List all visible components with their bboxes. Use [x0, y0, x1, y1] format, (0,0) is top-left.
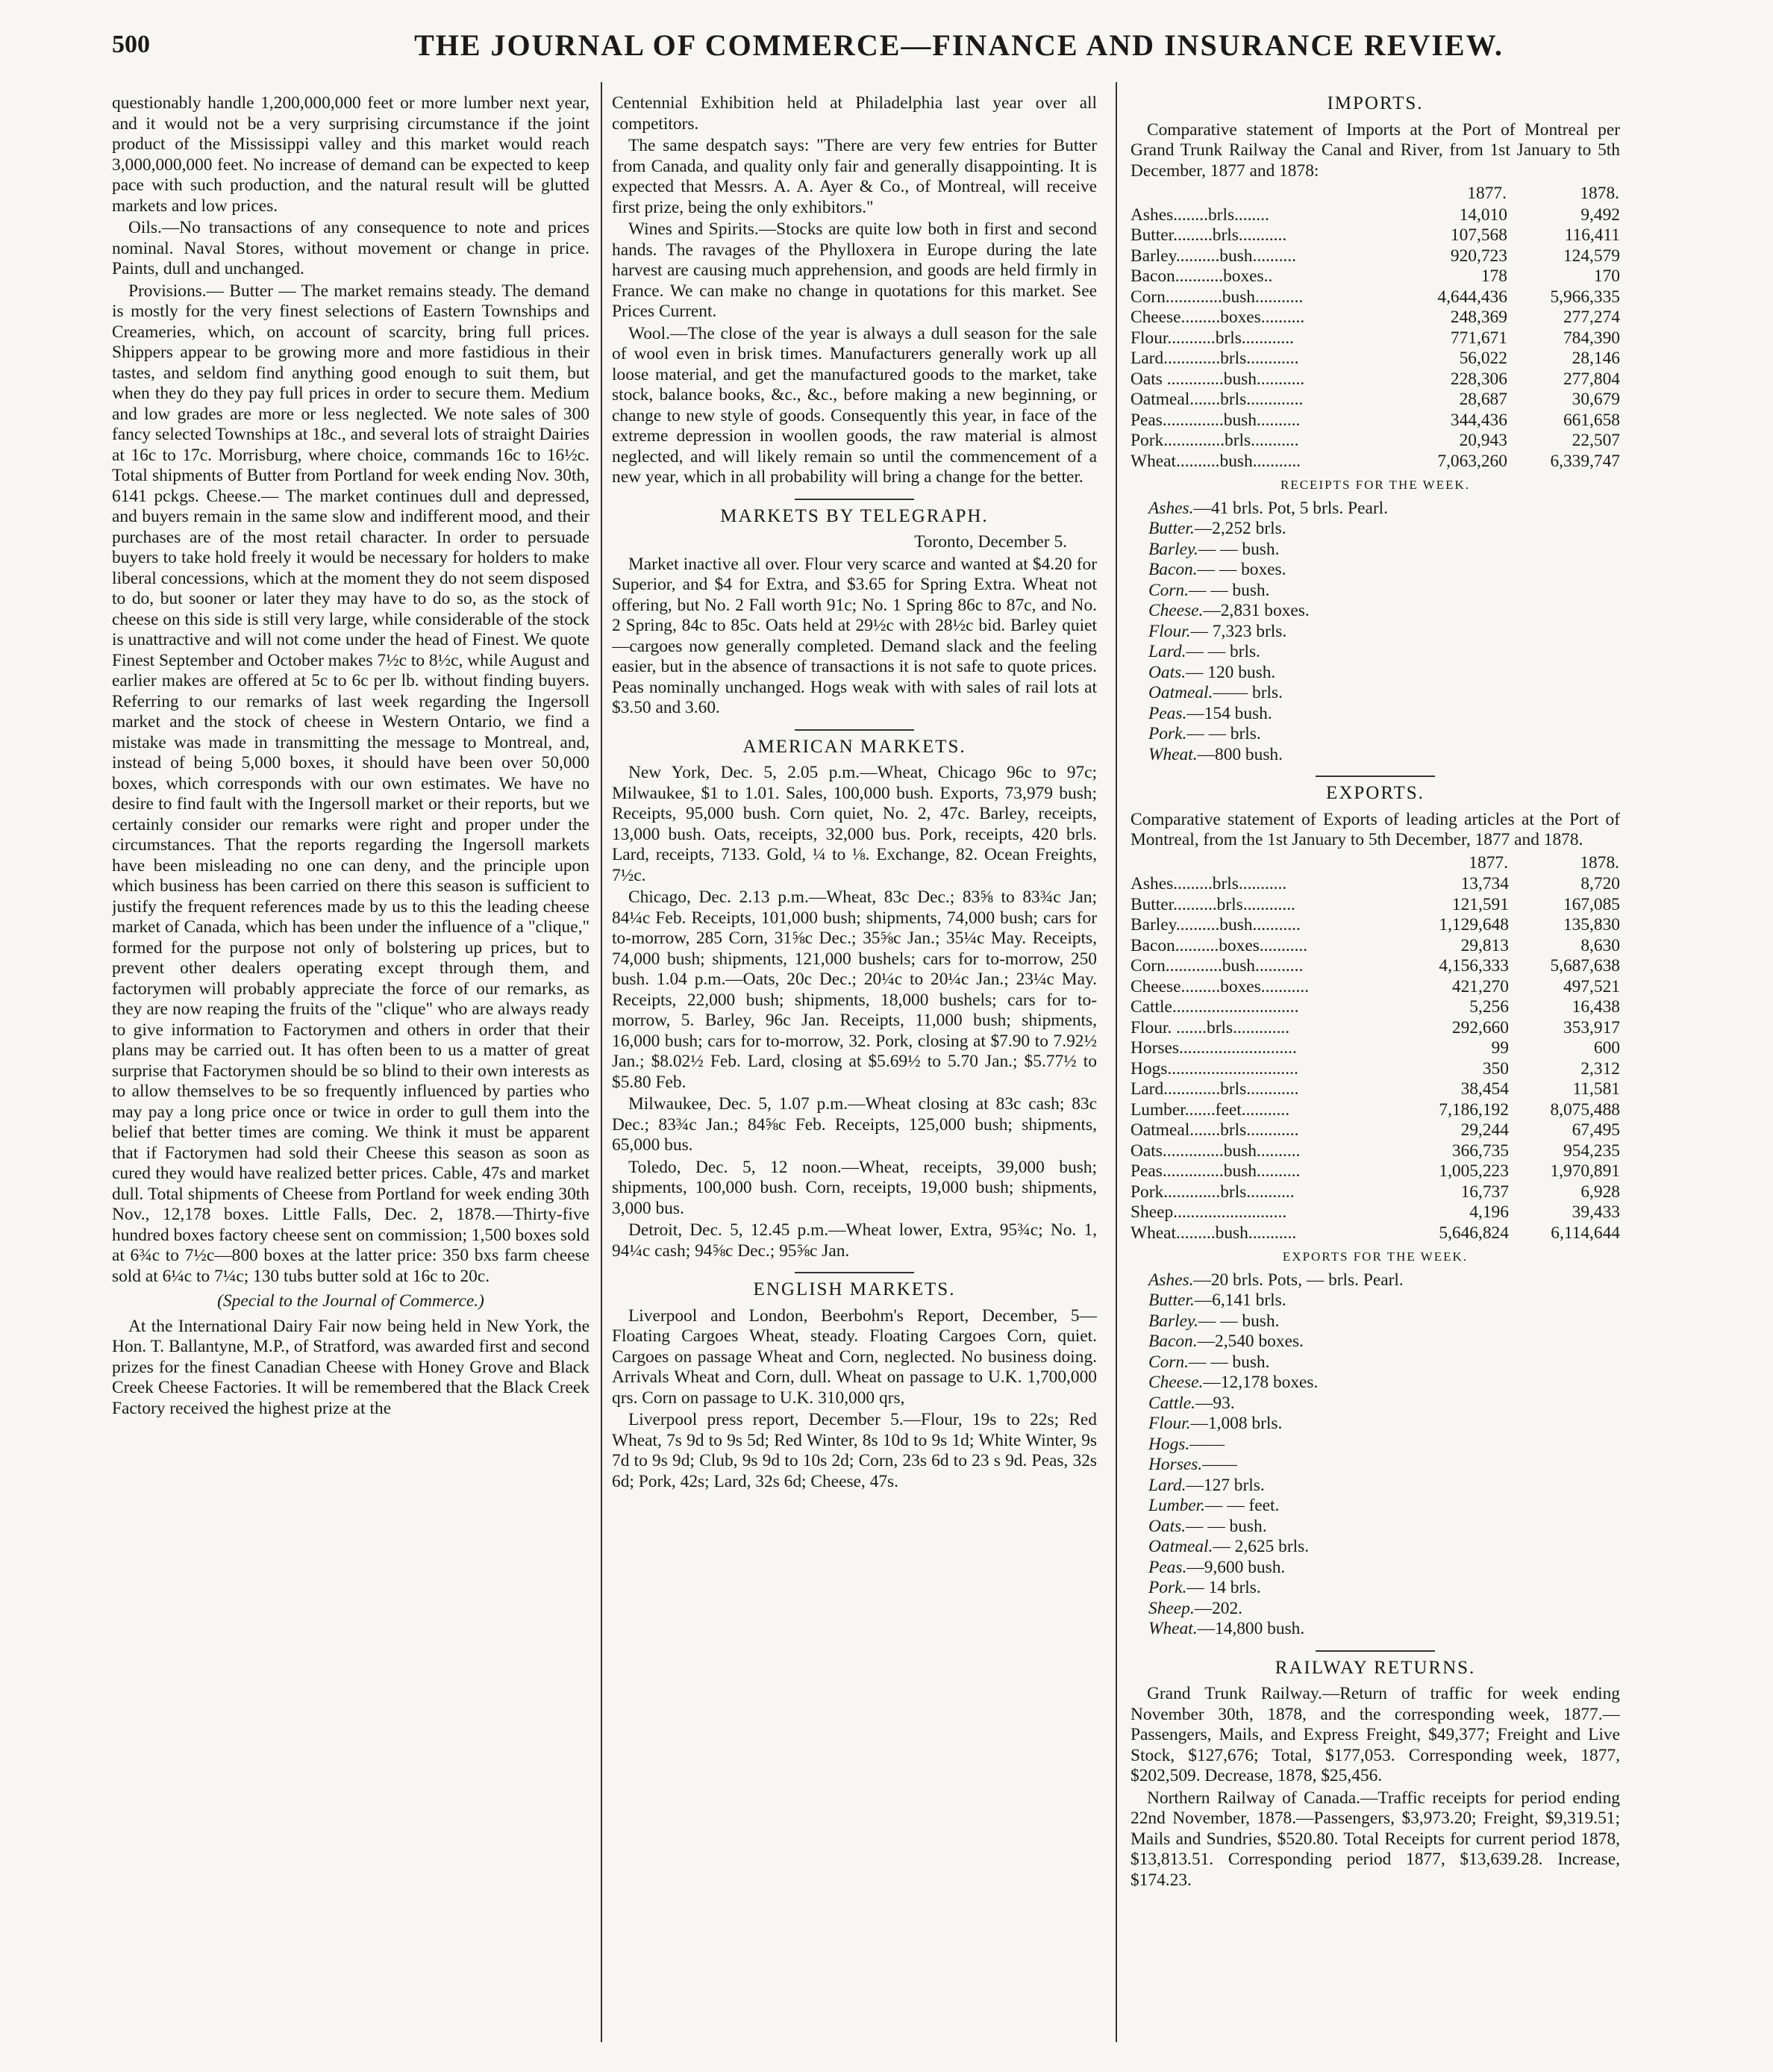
exports-year-1877: 1877.: [1469, 852, 1508, 873]
week-entry: [1131, 519, 1620, 540]
detroit-paragraph: Detroit, Dec. 5, 12.45 p.m.—Wheat lower, Extra, 95¾c; No. 1, 94¼c cash; 94⅝c Dec.; 95⅝c Jan.: [612, 1220, 1097, 1261]
table-row: [1131, 1182, 1620, 1203]
value-1877-cell: 366,735: [1451, 1140, 1509, 1161]
value-1878-cell: 353,917: [1563, 1017, 1620, 1037]
week-entry: [1131, 1311, 1620, 1332]
table-row: [1131, 205, 1620, 226]
week-entry-text: — 7,323 brls.: [1190, 621, 1287, 641]
grand-trunk-paragraph: Grand Trunk Railway.—Return of traffic for week ending November 30th, 1878, and the corresponding week, 1877.—Passengers, Mails, and Express Freight, $49,377; Freight and Live Stock, $127,676; Total, $177,053. Corresponding week, 1877, $202,509. Decrease, 1878, $25,456.: [1131, 1684, 1620, 1785]
table-row: [1131, 936, 1620, 957]
value-1877-cell: 344,436: [1450, 410, 1507, 430]
value-1877-cell: 121,591: [1451, 894, 1509, 914]
table-row: [1131, 1161, 1620, 1182]
section-divider: [1316, 1650, 1435, 1652]
value-1877-cell: 20,943: [1459, 431, 1507, 450]
week-entry-label: Bacon.: [1148, 560, 1198, 579]
column-1: [112, 93, 590, 2042]
week-entry-label: Lard.: [1148, 1475, 1186, 1495]
week-entry-text: —2,831 boxes.: [1203, 601, 1310, 620]
commodity-cell: Barley..........bush...........: [1131, 915, 1301, 934]
table-row: [1131, 1223, 1620, 1244]
imports-heading: IMPORTS.: [1327, 93, 1424, 113]
week-entry-text: — — feet.: [1205, 1496, 1280, 1515]
value-1878-cell: 497,521: [1563, 976, 1620, 996]
commodity-cell: Cheese.........boxes..........: [1131, 308, 1305, 327]
week-entry-text: — — bush.: [1188, 580, 1270, 600]
section-divider: [1316, 776, 1435, 777]
imports-year-row: [1131, 183, 1620, 205]
week-entry: [1131, 704, 1620, 725]
week-entry-label: Sheep.: [1148, 1598, 1195, 1618]
exports-year-row: [1131, 852, 1620, 875]
value-1878-cell: 22,507: [1572, 431, 1620, 450]
commodity-cell: Barley..........bush..........: [1131, 246, 1296, 266]
week-entry-label: Cheese.: [1148, 601, 1204, 620]
commodity-cell: Flour...........brls............: [1131, 328, 1294, 348]
commodity-cell: Butter.........brls...........: [1131, 225, 1287, 245]
value-1878-cell: 5,966,335: [1550, 287, 1620, 307]
commodity-cell: Bacon...........boxes..: [1131, 266, 1273, 286]
wines-paragraph: Wines and Spirits.—Stocks are quite low both in first and second hands. The ravages of the Phylloxera in Europe during the late harvest are causing much apprehension, and goods are held firmly in France. We can make no change in quotations for this market. See Prices Current.: [612, 219, 1097, 321]
table-row: [1131, 411, 1620, 431]
value-1878-cell: 277,804: [1563, 369, 1620, 389]
table-row: [1131, 956, 1620, 977]
value-1878-cell: 135,830: [1563, 915, 1620, 934]
week-entry: [1131, 1619, 1620, 1640]
week-entry-text: — — bush.: [1198, 539, 1280, 559]
table-row: [1131, 1120, 1620, 1141]
commodity-cell: Oatmeal.......brls............: [1131, 1120, 1299, 1140]
week-entry-text: —— brls.: [1213, 683, 1283, 702]
week-entry-label: Butter.: [1148, 519, 1195, 538]
commodity-cell: Bacon..........boxes...........: [1131, 935, 1308, 955]
lumber-paragraph: questionably handle 1,200,000,000 feet or more lumber next year, and it would not be a very surprising circumstance if the joint product of the Mississippi valley and this market would reach 3,000,000,000 feet. No increase of demand can be expected to keep pace with such production, and the natural result will be glutted markets and low prices.: [112, 93, 590, 216]
week-entry-label: Butter.: [1148, 1291, 1195, 1310]
value-1878-cell: 28,146: [1572, 349, 1620, 368]
commodity-cell: Oats .............bush...........: [1131, 369, 1305, 389]
week-entry-label: Corn.: [1148, 1352, 1189, 1372]
value-1877-cell: 107,568: [1450, 225, 1507, 245]
week-entry-text: —800 bush.: [1197, 744, 1283, 764]
value-1878-cell: 2,312: [1580, 1058, 1620, 1079]
table-row: [1131, 895, 1620, 916]
week-entry-text: — — bush.: [1198, 1311, 1280, 1331]
week-entry: [1131, 581, 1620, 602]
week-entry-label: Ashes.: [1148, 498, 1194, 518]
value-1877-cell: 14,010: [1459, 205, 1507, 225]
table-row: [1131, 1100, 1620, 1121]
section-divider: [795, 729, 914, 731]
imports-intro: Comparative statement of Imports at the Port of Montreal per Grand Trunk Railway the Canal and River, from 1st January to 5th December, 1877 and 1878:: [1131, 119, 1620, 181]
week-entry-label: Lumber.: [1148, 1496, 1206, 1515]
value-1878-cell: 8,075,488: [1550, 1099, 1620, 1120]
week-entry: [1131, 499, 1620, 519]
commodity-cell: Cattle.............................: [1131, 997, 1299, 1017]
telegraph-dateline: Toronto, December 5.: [914, 532, 1067, 552]
value-1877-cell: 56,022: [1459, 349, 1507, 368]
week-entry-text: — — bush.: [1188, 1352, 1270, 1372]
chicago-paragraph: Chicago, Dec. 2.13 p.m.—Wheat, 83c Dec.; 83⅝ to 83¾c Jan; 84¼c Feb. Receipts, 101,000 bush; shipments, 74,000 bush; cars for to-morrow, 285 Corn, 31⅝c Dec.; 35⅝c Jan.; 35¼c May. Receipts, 74,000 bush; shipments, 121,000 bushels; cars for to-morrow, 250 bush. 1.04 p.m.—Oats, 20c Dec.; 20¼c to 20¼c Jan.; 23¼c May. Receipts, 22,000 bush; shipments, 18,000 bushels; cars for to-morrow, 5. Barley, 96c Jan. Receipts, 11,000 bush; shipments, 16,000 bush; cars for to-morrow, 32. Pork, closing at $7.90 to 7.92½ Jan.; $8.02½ Feb. Lard, closing at $5.69½ to 5.70 Jan.; $5.77½ to $5.80 Feb.: [612, 887, 1097, 1092]
week-entry-label: Corn.: [1148, 580, 1189, 600]
week-entry-text: ——: [1202, 1455, 1237, 1474]
week-entry-label: Bacon.: [1148, 1332, 1198, 1351]
value-1878-cell: 784,390: [1563, 328, 1620, 348]
value-1877-cell: 13,734: [1460, 874, 1509, 893]
table-row: [1131, 1018, 1620, 1039]
value-1877-cell: 5,646,824: [1439, 1223, 1509, 1243]
week-entry-label: Hogs.: [1148, 1434, 1190, 1454]
commodity-cell: Wheat.........bush...........: [1131, 1223, 1297, 1243]
value-1878-cell: 6,114,644: [1551, 1223, 1620, 1243]
provisions-paragraph: Provisions.— Butter — The market remains steady. The demand is mostly for the very finest selections of Eastern Townships and Creameries, which, on account of scarcity, bring full prices. Shippers appear to be growing more and more fastidious in their tastes, and seldom find anything good enough to suit them, but when they do they pay full prices in order to secure them. Medium and low grades are more or less neglected. We note sales of 300 fancy selected Townships at 18c., and several lots of straight Dairies at 16c to 17c. Morrisburg, where choice, commands 16c to 16½c. Total shipments of Butter from Portland for week ending Nov. 30th, 6141 pckgs. Cheese.— The market continues dull and depressed, and buyers remain in the same slow and indifferent mood, and their purchases are of the most retail character. In order to persuade buyers to take hold freely it would be necessary for holders to make liberal concessions, which at the moment they do not seem disposed to do, but sooner or later they may have to do so, as the stock of cheese on this side is still very large, while considerable of the stock is unattractive and will not come under the head of Finest. We quote Finest September and October makes 7½c to 8½c, while August and earlier makes are offered at 5c to 6c per lb. without finding buyers. Referring to our remarks of last week regarding the Ingersoll market and the stock of cheese in Western Ontario, we find a mistake was made in transmitting the message to Montreal, and, instead of being 5,000 boxes, it should have been over 50,000 boxes, which corresponds with our own estimates. We have no desire to find fault with the Ingersoll market or their reports, but we certainly consider our remarks were right and proper under the circumstances. That the reports regarding the Ingersoll markets have been misleading no one can deny, and the principle upon which business has been carried on there this season is sufficient to justify the frequent references made by us to this the leading cheese market of Canada, which has been under the influence of a "clique," formed for the purpose not only of bolstering up prices, but to prevent other dealers operating except through them, and factorymen will probably appreciate the force of our remarks, as they are now reaping the fruits of the "clique" who are always ready to give information to Factorymen and others in order that their plans may be carried out. It has often been to us a matter of great surprise that Factorymen should be so blind to their own interests as to allow themselves to be so frequently influenced by parties who may pay a long price once or twice in order to gull them into the belief that better times are coming. We think it must be apparent that if Factorymen had sold their Cheese this season as soon as cured they would have realized better prices. Cable, 47s and market dull. Total shipments of Cheese from Portland for week ending 30th Nov., 12,178 boxes. Little Falls, Dec. 2, 1878.—Thirty-five hundred boxes factory cheese sent on commission; 1,500 boxes sold at 6¾c to 7½c—800 boxes at the latter price: 350 bxs farm cheese sold at 6¼c to 7¼c; 130 tubs butter sold at 16c to 20c.: [112, 281, 590, 1286]
value-1878-cell: 39,433: [1572, 1202, 1620, 1222]
value-1878-cell: 8,720: [1580, 874, 1620, 893]
table-row: [1131, 874, 1620, 895]
imports-week-list: [1131, 499, 1620, 766]
week-entry: [1131, 1537, 1620, 1558]
value-1878-cell: 277,274: [1563, 308, 1620, 327]
week-entry: [1131, 1476, 1620, 1497]
commodity-cell: Lumber.......feet...........: [1131, 1099, 1290, 1120]
week-entry-text: —14,800 bush.: [1197, 1619, 1305, 1638]
week-entry-text: —2,540 boxes.: [1197, 1332, 1304, 1351]
value-1877-cell: 16,737: [1460, 1182, 1509, 1202]
week-entry-text: — 2,625 brls.: [1213, 1537, 1310, 1556]
english-heading: ENGLISH MARKETS.: [753, 1279, 956, 1299]
value-1877-cell: 7,063,260: [1437, 451, 1507, 471]
week-entry-label: Pork.: [1148, 1578, 1187, 1597]
week-entry-text: — 14 brls.: [1186, 1578, 1261, 1597]
value-1877-cell: 920,723: [1450, 246, 1507, 266]
value-1877-cell: 29,244: [1460, 1120, 1509, 1140]
table-row: [1131, 225, 1620, 246]
value-1877-cell: 771,671: [1450, 328, 1507, 348]
week-entry: [1131, 1558, 1620, 1579]
week-entry: [1131, 1373, 1620, 1394]
commodity-cell: Cheese.........boxes...........: [1131, 976, 1310, 996]
week-entry: [1131, 560, 1620, 581]
value-1878-cell: 600: [1593, 1038, 1620, 1058]
week-entry: [1131, 1414, 1620, 1435]
week-entry-text: —41 brls. Pot, 5 brls. Pearl.: [1193, 498, 1388, 518]
value-1878-cell: 6,339,747: [1550, 451, 1620, 471]
table-row: [1131, 915, 1620, 936]
value-1878-cell: 124,579: [1563, 246, 1620, 266]
week-entry-label: Oats.: [1148, 662, 1186, 682]
week-entry: [1131, 745, 1620, 766]
week-entry-label: Oatmeal.: [1148, 683, 1213, 702]
imports-week-heading: RECEIPTS FOR THE WEEK.: [1280, 478, 1470, 492]
week-entry-text: —127 brls.: [1186, 1475, 1265, 1495]
american-heading: AMERICAN MARKETS.: [742, 736, 966, 757]
week-entry: [1131, 1270, 1620, 1291]
centennial-paragraph: Centennial Exhibition held at Philadelphia last year over all competitors.: [612, 93, 1097, 134]
value-1878-cell: 661,658: [1563, 410, 1620, 430]
beerbohm-paragraph: Liverpool and London, Beerbohm's Report, December, 5—Floating Cargoes Wheat, steady. Floating Cargoes Corn, quiet. Cargoes on passage Wheat and Corn, neglected. No business doing. Arrivals Wheat and Corn, dull. Wheat on passage to U.K. 1,700,000 qrs. Corn on passage to U.K. 310,000 qrs,: [612, 1305, 1097, 1408]
value-1877-cell: 178: [1480, 266, 1507, 286]
column-rule-2: [1116, 82, 1117, 2042]
week-entry-text: —93.: [1195, 1393, 1235, 1413]
table-row: [1131, 246, 1620, 267]
value-1877-cell: 1,129,648: [1439, 915, 1509, 934]
value-1878-cell: 5,687,638: [1550, 956, 1620, 976]
week-entry: [1131, 601, 1620, 622]
value-1877-cell: 7,186,192: [1439, 1099, 1509, 1120]
week-entry-label: Barley.: [1148, 1311, 1198, 1331]
column-3: [1131, 93, 1620, 2042]
commodity-cell: Ashes........brls........: [1131, 205, 1269, 225]
table-row: [1131, 431, 1620, 452]
toledo-paragraph: Toledo, Dec. 5, 12 noon.—Wheat, receipts, 39,000 bush; shipments, 100,000 bush. Corn, receipts, 19,000 bush; shipments, 3,000 bus.: [612, 1157, 1097, 1218]
week-entry: [1131, 1496, 1620, 1517]
table-row: [1131, 390, 1620, 411]
exports-week-list: [1131, 1270, 1620, 1640]
week-entry-label: Cheese.: [1148, 1373, 1204, 1392]
journal-title: THE JOURNAL OF COMMERCE—FINANCE AND INSURANCE REVIEW.: [414, 28, 1504, 62]
table-row: [1131, 1202, 1620, 1223]
table-row: [1131, 287, 1620, 308]
week-entry-text: — 120 bush.: [1186, 662, 1276, 682]
week-entry-label: Oats.: [1148, 1516, 1186, 1536]
value-1878-cell: 16,438: [1572, 997, 1620, 1017]
exports-table: [1131, 852, 1620, 1244]
page-number: 500: [112, 31, 150, 58]
value-1877-cell: 228,306: [1450, 369, 1507, 389]
week-entry: [1131, 642, 1620, 663]
week-entry-label: Wheat.: [1148, 1619, 1198, 1638]
table-row: [1131, 997, 1620, 1018]
table-row: [1131, 1079, 1620, 1100]
section-divider: [795, 499, 914, 500]
week-entry-label: Lard.: [1148, 642, 1186, 661]
value-1878-cell: 167,085: [1563, 894, 1620, 914]
week-entry-text: — — boxes.: [1197, 560, 1286, 579]
week-entry-label: Barley.: [1148, 539, 1198, 559]
week-entry: [1131, 1394, 1620, 1414]
week-entry: [1131, 1435, 1620, 1455]
commodity-cell: Hogs..............................: [1131, 1058, 1298, 1079]
week-entry: [1131, 683, 1620, 704]
imports-year-1877: 1877.: [1467, 184, 1507, 203]
northern-railway-paragraph: Northern Railway of Canada.—Traffic receipts for period ending 22nd November, 1878.—Passengers, $3,973.20; Freight, $9,319.51; Mails and Sundries, $520.80. Total Receipts for current period 1878, $13,813.51. Corresponding period 1877, $13,639.28. Increase, $174.23.: [1131, 1788, 1620, 1890]
commodity-cell: Ashes.........brls...........: [1131, 874, 1287, 893]
week-entry-text: — — brls.: [1186, 642, 1260, 661]
exports-week-heading: EXPORTS FOR THE WEEK.: [1282, 1249, 1469, 1264]
week-entry: [1131, 724, 1620, 745]
value-1878-cell: 1,970,891: [1550, 1161, 1620, 1181]
week-entry-label: Flour.: [1148, 621, 1191, 641]
week-entry: [1131, 1599, 1620, 1620]
value-1878-cell: 116,411: [1564, 225, 1620, 245]
week-entry-text: —20 brls. Pots, — brls. Pearl.: [1193, 1270, 1404, 1290]
table-row: [1131, 328, 1620, 349]
commodity-cell: Pork.............brls...........: [1131, 1182, 1295, 1202]
week-entry-text: —154 bush.: [1186, 703, 1272, 723]
week-entry-label: Peas.: [1148, 1557, 1187, 1577]
value-1877-cell: 38,454: [1460, 1079, 1509, 1099]
section-divider: [795, 1272, 914, 1273]
imports-table: [1131, 183, 1620, 472]
table-row: [1131, 1059, 1620, 1080]
dairy-fair-paragraph: At the International Dairy Fair now being held in New York, the Hon. T. Ballantyne, M.P., of Stratford, was awarded first and second prizes for the finest Canadian Cheese with Honey Grove and Black Creek Cheese Factories. It will be remembered that the Black Creek Factory received the highest prize at the: [112, 1316, 590, 1418]
special-note: (Special to the Journal of Commerce.): [217, 1291, 484, 1311]
table-row: [1131, 349, 1620, 369]
value-1877-cell: 29,813: [1460, 935, 1509, 955]
value-1877-cell: 99: [1491, 1038, 1509, 1058]
week-entry-text: —6,141 brls.: [1194, 1291, 1286, 1310]
liverpool-paragraph: Liverpool press report, December 5.—Flour, 19s to 22s; Red Wheat, 7s 9d to 9s 5d; Red Winter, 8s 10d to 9s 1d; White Winter, 9s 7d to 9s 9d; Club, 9s 9d to 10s 2d; Corn, 23s 6d to 23 s 9d. Peas, 32s 6d; Pork, 42s; Lard, 32s 6d; Cheese, 47s.: [612, 1410, 1097, 1491]
week-entry: [1131, 1291, 1620, 1311]
table-row: [1131, 977, 1620, 998]
week-entry-label: Peas.: [1148, 703, 1187, 723]
commodity-cell: Corn.............bush...........: [1131, 287, 1304, 307]
oils-paragraph: Oils.—No transactions of any consequence to note and prices nominal. Naval Stores, without movement or change in price. Paints, dull and unchanged.: [112, 218, 590, 278]
new-york-paragraph: New York, Dec. 5, 2.05 p.m.—Wheat, Chicago 96c to 97c; Milwaukee, $1 to 1.01. Sales, 100,000 bush. Exports, 73,979 bush; Receipts, 95,000 bush. Corn quiet, No. 2, 47c. Barley, receipts, 13,000 bush. Oats, receipts, 32,000 bus. Pork, receipts, 420 brls. Lard, receipts, 7133. Gold, ¼ to ⅛. Exchange, 82. Ocean Freights, 7½c.: [612, 763, 1097, 885]
exports-intro: Comparative statement of Exports of leading articles at the Port of Montreal, from the 1st January to 5th December, 1877 and 1878.: [1131, 809, 1620, 849]
week-entry: [1131, 663, 1620, 684]
table-row: [1131, 1141, 1620, 1162]
week-entry-text: —202.: [1194, 1598, 1243, 1618]
week-entry: [1131, 1455, 1620, 1476]
table-row: [1131, 1038, 1620, 1059]
milwaukee-paragraph: Milwaukee, Dec. 5, 1.07 p.m.—Wheat closing at 83c cash; 83c Dec.; 83¾c Jan.; 84⅝c Feb. Receipts, 125,000 bush; shipments, 65,000 bus.: [612, 1094, 1097, 1155]
commodity-cell: Oatmeal.......brls.............: [1131, 390, 1304, 409]
week-entry-text: — — bush.: [1186, 1516, 1267, 1536]
commodity-cell: Peas..............bush..........: [1131, 410, 1301, 430]
week-entry-label: Cattle.: [1148, 1393, 1196, 1413]
value-1877-cell: 350: [1482, 1058, 1509, 1079]
commodity-cell: Sheep..........................: [1131, 1202, 1287, 1222]
telegraph-heading: MARKETS BY TELEGRAPH.: [720, 505, 989, 526]
exports-heading: EXPORTS.: [1326, 783, 1425, 803]
week-entry: [1131, 540, 1620, 561]
commodity-cell: Oats..............bush..........: [1131, 1140, 1301, 1161]
week-entry-text: —12,178 boxes.: [1203, 1373, 1319, 1392]
week-entry-label: Oatmeal.: [1148, 1537, 1213, 1556]
value-1878-cell: 170: [1593, 266, 1620, 286]
week-entry-label: Wheat.: [1148, 744, 1198, 764]
value-1878-cell: 9,492: [1580, 205, 1620, 225]
week-entry: [1131, 622, 1620, 643]
week-entry: [1131, 1352, 1620, 1373]
week-entry: [1131, 1578, 1620, 1599]
page-header: [112, 21, 1716, 69]
week-entry-text: ——: [1189, 1434, 1225, 1454]
imports-year-1878: 1878.: [1580, 184, 1619, 203]
despatch-paragraph: The same despatch says: "There are very few entries for Butter from Canada, and quality only fair and generally disappointing. It is expected that Messrs. A. A. Ayer & Co., of Montreal, will receive first prize, being the only exhibitors.": [612, 136, 1097, 217]
value-1877-cell: 4,644,436: [1437, 287, 1507, 307]
column-rule-1: [601, 82, 602, 2042]
value-1878-cell: 6,928: [1580, 1182, 1620, 1202]
value-1877-cell: 421,270: [1451, 976, 1509, 996]
commodity-cell: Lard.............brls............: [1131, 349, 1299, 368]
commodity-cell: Lard.............brls............: [1131, 1079, 1299, 1099]
column-2: [612, 93, 1097, 2042]
week-entry-label: Ashes.: [1148, 1270, 1194, 1290]
commodity-cell: Corn.............bush...........: [1131, 956, 1304, 976]
exports-year-1878: 1878.: [1580, 852, 1619, 873]
week-entry: [1131, 1332, 1620, 1352]
value-1877-cell: 248,369: [1450, 308, 1507, 327]
table-row: [1131, 308, 1620, 328]
week-entry-text: —1,008 brls.: [1190, 1414, 1283, 1433]
commodity-cell: Wheat..........bush...........: [1131, 451, 1301, 471]
commodity-cell: Flour. .......brls.............: [1131, 1017, 1290, 1037]
value-1877-cell: 1,005,223: [1439, 1161, 1509, 1181]
value-1877-cell: 292,660: [1451, 1017, 1509, 1037]
value-1878-cell: 67,495: [1572, 1120, 1620, 1140]
value-1878-cell: 30,679: [1572, 390, 1620, 409]
value-1877-cell: 5,256: [1469, 997, 1509, 1017]
telegraph-paragraph: Market inactive all over. Flour very scarce and wanted at $4.20 for Superior, and $4 for Extra, and $3.65 for Spring Extra. Wheat not offering, but No. 2 Fall worth 91c; No. 1 Spring 86c to 87c, and No. 2 Spring, 84c to 85c. Oats held at 29½c with 28½c bid. Barley quiet—cargoes now generally completed. Demand slack and the feeling easier, but in the absence of transactions it is not safe to quote prices. Peas nominally unchanged. Hogs weak with with sales of rail lots at $3.50 and 3.60.: [612, 554, 1097, 717]
commodity-cell: Peas..............bush..........: [1131, 1161, 1301, 1181]
table-row: [1131, 369, 1620, 390]
week-entry-label: Flour.: [1148, 1414, 1191, 1433]
week-entry-label: Pork.: [1148, 724, 1187, 743]
commodity-cell: Butter..........brls............: [1131, 894, 1295, 914]
table-row: [1131, 452, 1620, 472]
week-entry-label: Horses.: [1148, 1455, 1203, 1474]
value-1877-cell: 4,156,333: [1439, 956, 1509, 976]
commodity-cell: Pork..............brls...........: [1131, 431, 1299, 450]
value-1878-cell: 11,581: [1572, 1079, 1620, 1099]
week-entry-text: — — brls.: [1186, 724, 1261, 743]
commodity-cell: Horses...........................: [1131, 1038, 1297, 1058]
week-entry-text: —9,600 bush.: [1186, 1557, 1286, 1577]
wool-paragraph: Wool.—The close of the year is always a dull season for the sale of wool even in brisk times. Manufacturers generally work up all loose material, and get the manufactured goods to the market, take stock, balance books, &c., &c., before making a new beginning, or change to new style of goods. Consequently this year, in face of the extreme depression in woollen goods, the raw material is almost neglected, and will likely remain so until the commencement of a new year, which in all probability will bring a change for the better.: [612, 323, 1097, 487]
week-entry-text: —2,252 brls.: [1194, 519, 1286, 538]
value-1878-cell: 8,630: [1580, 935, 1620, 955]
table-row: [1131, 266, 1620, 287]
railway-heading: RAILWAY RETURNS.: [1275, 1657, 1476, 1678]
week-entry: [1131, 1517, 1620, 1538]
value-1877-cell: 4,196: [1469, 1202, 1509, 1222]
value-1877-cell: 28,687: [1459, 390, 1507, 409]
value-1878-cell: 954,235: [1563, 1140, 1620, 1161]
